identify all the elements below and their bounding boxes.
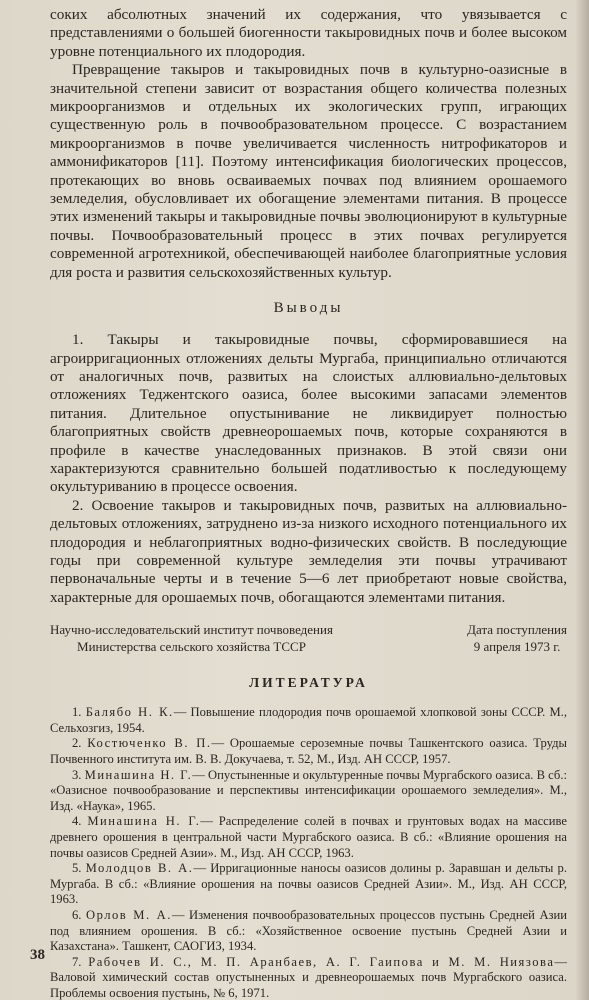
reference-item: 3. Минашина Н. Г.— Опустыненные и окультуренные почвы Мургабского оазиса. В сб.: «Оазисное почвообразование и перспективы интенсификации орошаемого земледелия». М., Изд. «Наука», 1965.	[50, 767, 567, 813]
institute-line-1: Научно-исследовательский институт почвоведения	[50, 622, 333, 638]
institute-line-2: Министерства сельского хозяйства ТССР	[77, 639, 306, 655]
conclusion-1: 1. Такыры и такыровидные почвы, сформировавшиеся на агроирригационных отложениях дельты Мургаба, принципиально отличаются от аналогичных почв, развитых на слоистых аллювиально-дельтовых отложениях Теджентского оазиса, более высокими запасами элементов питания. Длительное опустынивание не ликвидирует полностью благоприятных свойств древнеорошаемых почв, которые сохраняются в профиле в качестве унаследованных признаков. В этой связи они характеризуются сравнительно большей податливостью к последующему окультуриванию в процессе освоения.	[50, 331, 567, 496]
date-label: Дата поступления	[467, 622, 567, 638]
conclusions-heading: Выводы	[273, 300, 344, 317]
reference-item: 5. Молодцов В. А.— Ирригационные наносы оазисов долины р. Заравшан и дельты р. Мургаба. В сб.: «Влияние орошения на почвы оазисов Средней Азии». М., Изд. АН СССР, 1963.	[50, 861, 568, 907]
reference-item: 4. Минашина Н. Г.— Распределение солей в почвах и грунтовых водах на массиве древнего орошения в центральной части Мургабского оазиса. В сб.: «Влияние орошения на почвы оазисов Средней Азии». М., Изд. АН СССР, 1963.	[50, 814, 567, 860]
paragraph-continuation: соких абсолютных значений их содержания, что увязывается с представлениями о большей биогенности такыровидных почв и более высоком уровне потенциального их плодородия.	[50, 6, 567, 60]
conclusion-2: 2. Освоение такыров и такыровидных почв, развитых на аллювиально-дельтовых отложениях, затруднено из-за низкого исходного потенциального их плодородия и неблагоприятных водно-физических свойств. В последующие годы при современной культуре земледелия эти почвы утрачивают первоначальные черты и в течение 5—6 лет приобретают новые свойства, характерные для орошаемых почв, обогащаются элементами питания.	[50, 496, 567, 606]
institute-affiliation	[50, 621, 333, 655]
reference-item: 6. Орлов М. А.— Изменения почвообразовательных процессов пустынь Средней Азии под влиянием орошения. В сб.: «Хозяйственное освоение пустынь Средней Азии и Казахстана». Ташкент, САОГИЗ, 1934.	[50, 907, 567, 954]
reference-item: 2. Костюченко В. П.— Орошаемые сероземные почвы Ташкентского оазиса. Труды Почвенного института им. В. В. Докучаева, т. 52, М., Изд. АН СССР, 1957.	[50, 736, 567, 766]
reference-item: 7. Рабочев И. С., М. П. Аранбаев, А. Г. Гаипова и М. М. Ниязова— Валовой химический состав опустыненных и древнеорошаемых почв Мургабского оазиса. Проблемы освоения пустынь, № 6, 1971.	[50, 954, 568, 1000]
reference-item: 1. Балябо Н. К.— Повышение плодородия почв орошаемой хлопковой зоны СССР. М., Сельхозгиз, 1954.	[50, 705, 567, 735]
received-date	[467, 621, 567, 655]
literature-heading: ЛИТЕРАТУРА	[249, 675, 368, 691]
main-text	[50, 6, 567, 282]
page-number: 38	[30, 947, 45, 963]
reference-list	[50, 705, 567, 1000]
paragraph-cultivation: Превращение такыров и такыровидных почв в культурно-оазисные в значительной степени зависит от возрастания общего количества полезных микроорганизмов и отдельных их экологических групп, играющих существенную роль в почвообразовательном процессе. С возрастанием микроорганизмов в почве увеличивается численность нитрофикаторов и аммонификаторов [11]. Поэтому интенсификация биологических процессов, протекающих во вновь осваиваемых почвах под влиянием орошаемого земледелия, обусловливает их обогащение элементами питания. В процессе этих изменений такыры и такыровидные почвы эволюционируют в культурные почвы. Почвообразовательный процесс в этих почвах регулируется современной агротехникой, обеспечивающей наиболее благоприятные условия для роста и развития сельскохозяйственных культур.	[50, 61, 567, 281]
conclusions-text	[50, 331, 567, 607]
date-value: 9 апреля 1973 г.	[473, 639, 561, 655]
submission-info	[50, 621, 567, 655]
